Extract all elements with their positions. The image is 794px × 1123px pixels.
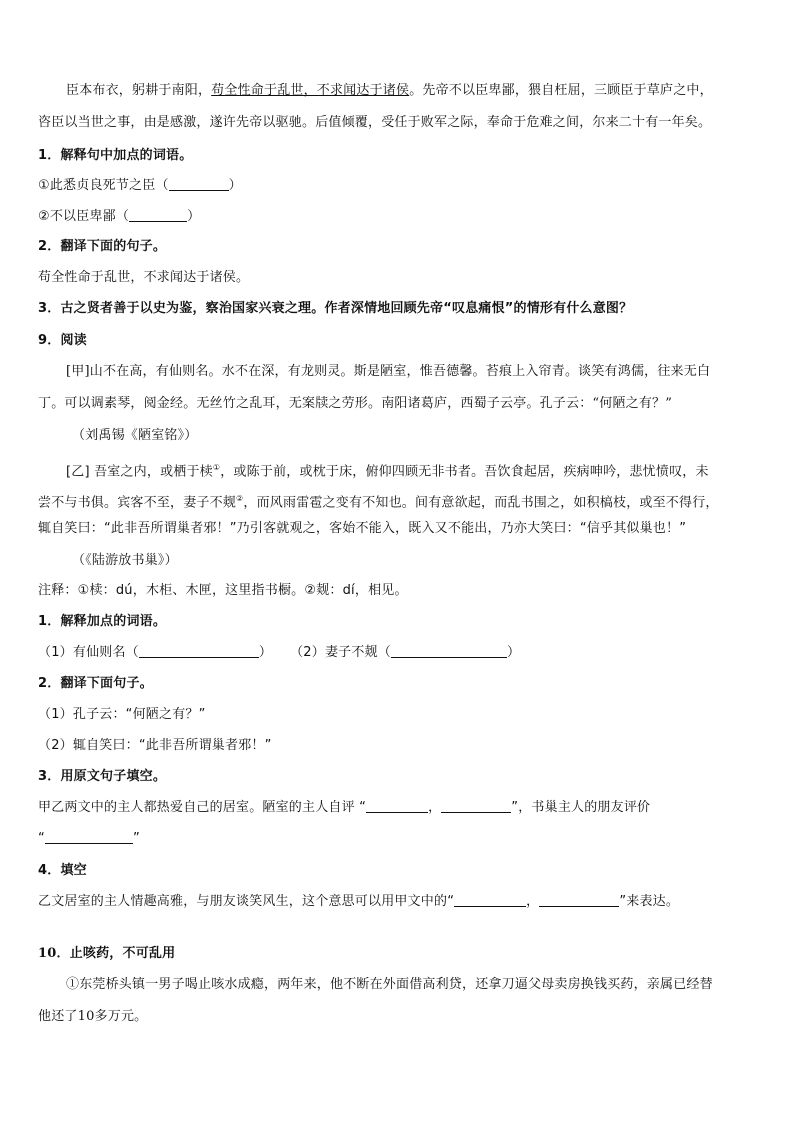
- footnote: 注释：①椟：dú，木柜、木匣，这里指书橱。②觌：dí，相见。: [38, 583, 408, 598]
- passage-text: 。先帝不以臣卑鄙，猥自枉屈，三顾臣于草庐之中，: [409, 83, 713, 98]
- question-text: ”: [132, 831, 140, 846]
- passage-line: 他还了10多万元。: [38, 1009, 148, 1024]
- passage-source: （刘禹锡《陋室铭》）: [72, 428, 198, 443]
- question-heading: 2．翻译下面句子。: [38, 676, 153, 691]
- passage-text: [乙] 吾室之内，或栖于椟: [66, 464, 213, 480]
- passage-text: ，而风雨雷雹之变有不知也。间有意欲起，而乱书围之，如积槁枝，或至不得行，: [243, 495, 719, 511]
- underlined-sentence: 苟全性命于乱世，不求闻达于诸侯: [211, 83, 410, 98]
- answer-blank[interactable]: [139, 644, 259, 658]
- question-text: ）: [506, 645, 521, 660]
- passage-text: 尝不与书俱。宾客不至，妻子不觌: [38, 495, 237, 511]
- passage-line: 咨臣以当世之事，由是感激，遂许先帝以驱驰。后值倾覆，受任于败军之际，奉命于危难之间，尔来二十有一年矣。: [38, 115, 712, 130]
- passage-line: [66, 459, 764, 481]
- question-text: ②不以臣卑鄙（: [38, 209, 130, 224]
- answer-line: [38, 644, 764, 662]
- answer-line: [38, 177, 764, 195]
- passage-source: （《陆游放书巢》）: [72, 553, 178, 568]
- question-heading: 1．解释加点的词语。: [38, 614, 167, 629]
- footnote-marker: ①: [212, 463, 221, 472]
- passage-text: ，或陈于前，或枕于床，俯仰四顾无非书者。吾饮食起居，疾病呻吟，悲忧愤叹，未: [220, 464, 709, 480]
- answer-blank[interactable]: [129, 208, 187, 222]
- question-text: ，: [428, 800, 442, 815]
- question-heading: 9．阅读: [38, 333, 87, 348]
- answer-blank[interactable]: [169, 177, 229, 191]
- question-text: 苟全性命于乱世，不求闻达于诸侯。: [38, 270, 250, 285]
- answer-blank[interactable]: [391, 644, 507, 658]
- question-heading: 1．解释句中加点的词语。: [38, 148, 193, 163]
- question-heading: 10．止咳药，不可乱用: [38, 946, 176, 961]
- passage-line: ①东莞桥头镇一男子喝止咳水成瘾，两年来，他不断在外面借高利贷，还拿刀逼父母卖房换钱买药，亲属已经替: [66, 977, 713, 992]
- question-text: （1）孔子云：“何陋之有？”: [38, 707, 206, 722]
- question-heading: 3．古之贤者善于以史为鉴，察治国家兴衰之理。作者深情地回顾先帝“叹息痛恨”的情形有什么意图？: [38, 301, 633, 316]
- passage-text: 臣本布衣，躬耕于南阳，: [66, 83, 212, 98]
- question-text: 乙文居室的主人情趣高雅，与朋友谈笑风生，这个意思可以用甲文中的“: [38, 894, 455, 909]
- answer-blank[interactable]: [454, 893, 526, 907]
- passage-line: [38, 490, 764, 512]
- answer-line: [38, 208, 764, 226]
- answer-blank[interactable]: [366, 799, 428, 813]
- footnote-marker: ②: [236, 494, 244, 503]
- question-text: ①此悉贞良死节之臣（: [38, 178, 169, 193]
- question-text: （2）辄自笑曰：“此非吾所谓巢者邪！”: [38, 738, 272, 753]
- question-text: ）: [228, 178, 242, 193]
- question-text: （2）妻子不觌（: [290, 645, 391, 660]
- question-text: ，: [526, 894, 540, 909]
- passage-line: [66, 82, 764, 100]
- question-text: ”，书巢主人的朋友评价: [511, 800, 651, 815]
- answer-blank[interactable]: [539, 893, 619, 907]
- answer-blank[interactable]: [45, 830, 133, 844]
- question-text: 甲乙两文中的主人都热爱自己的居室。陋室的主人自评 “: [38, 800, 367, 815]
- question-heading: 4．填空: [38, 863, 87, 878]
- answer-line: [38, 830, 764, 848]
- question-text: ”来表达。: [619, 894, 680, 909]
- answer-line: [38, 799, 764, 817]
- passage-line: 辄自笑曰：“此非吾所谓巢者邪！”乃引客就观之，客始不能入，既入又不能出，乃亦大笑曰：“信乎其似巢也！”: [38, 521, 687, 536]
- question-text: ）: [258, 645, 273, 660]
- passage-line: 丁。可以调素琴，阅金经。无丝竹之乱耳，无案牍之劳形。南阳诸葛庐，西蜀子云亭。孔子云：“何陋之有？”: [38, 396, 673, 411]
- question-text: ）: [187, 209, 201, 224]
- answer-blank[interactable]: [441, 799, 511, 813]
- passage-line: [甲]山不在高，有仙则名。水不在深，有龙则灵。斯是陋室，惟吾德馨。苔痕上入帘青。谈笑有鸿儒，往来无白: [66, 364, 711, 379]
- answer-line: [38, 893, 764, 911]
- question-text: （1）有仙则名（: [38, 645, 139, 660]
- question-text: “: [38, 831, 45, 846]
- question-heading: 2．翻译下面的句子。: [38, 239, 167, 254]
- question-heading: 3．用原文句子填空。: [38, 769, 167, 784]
